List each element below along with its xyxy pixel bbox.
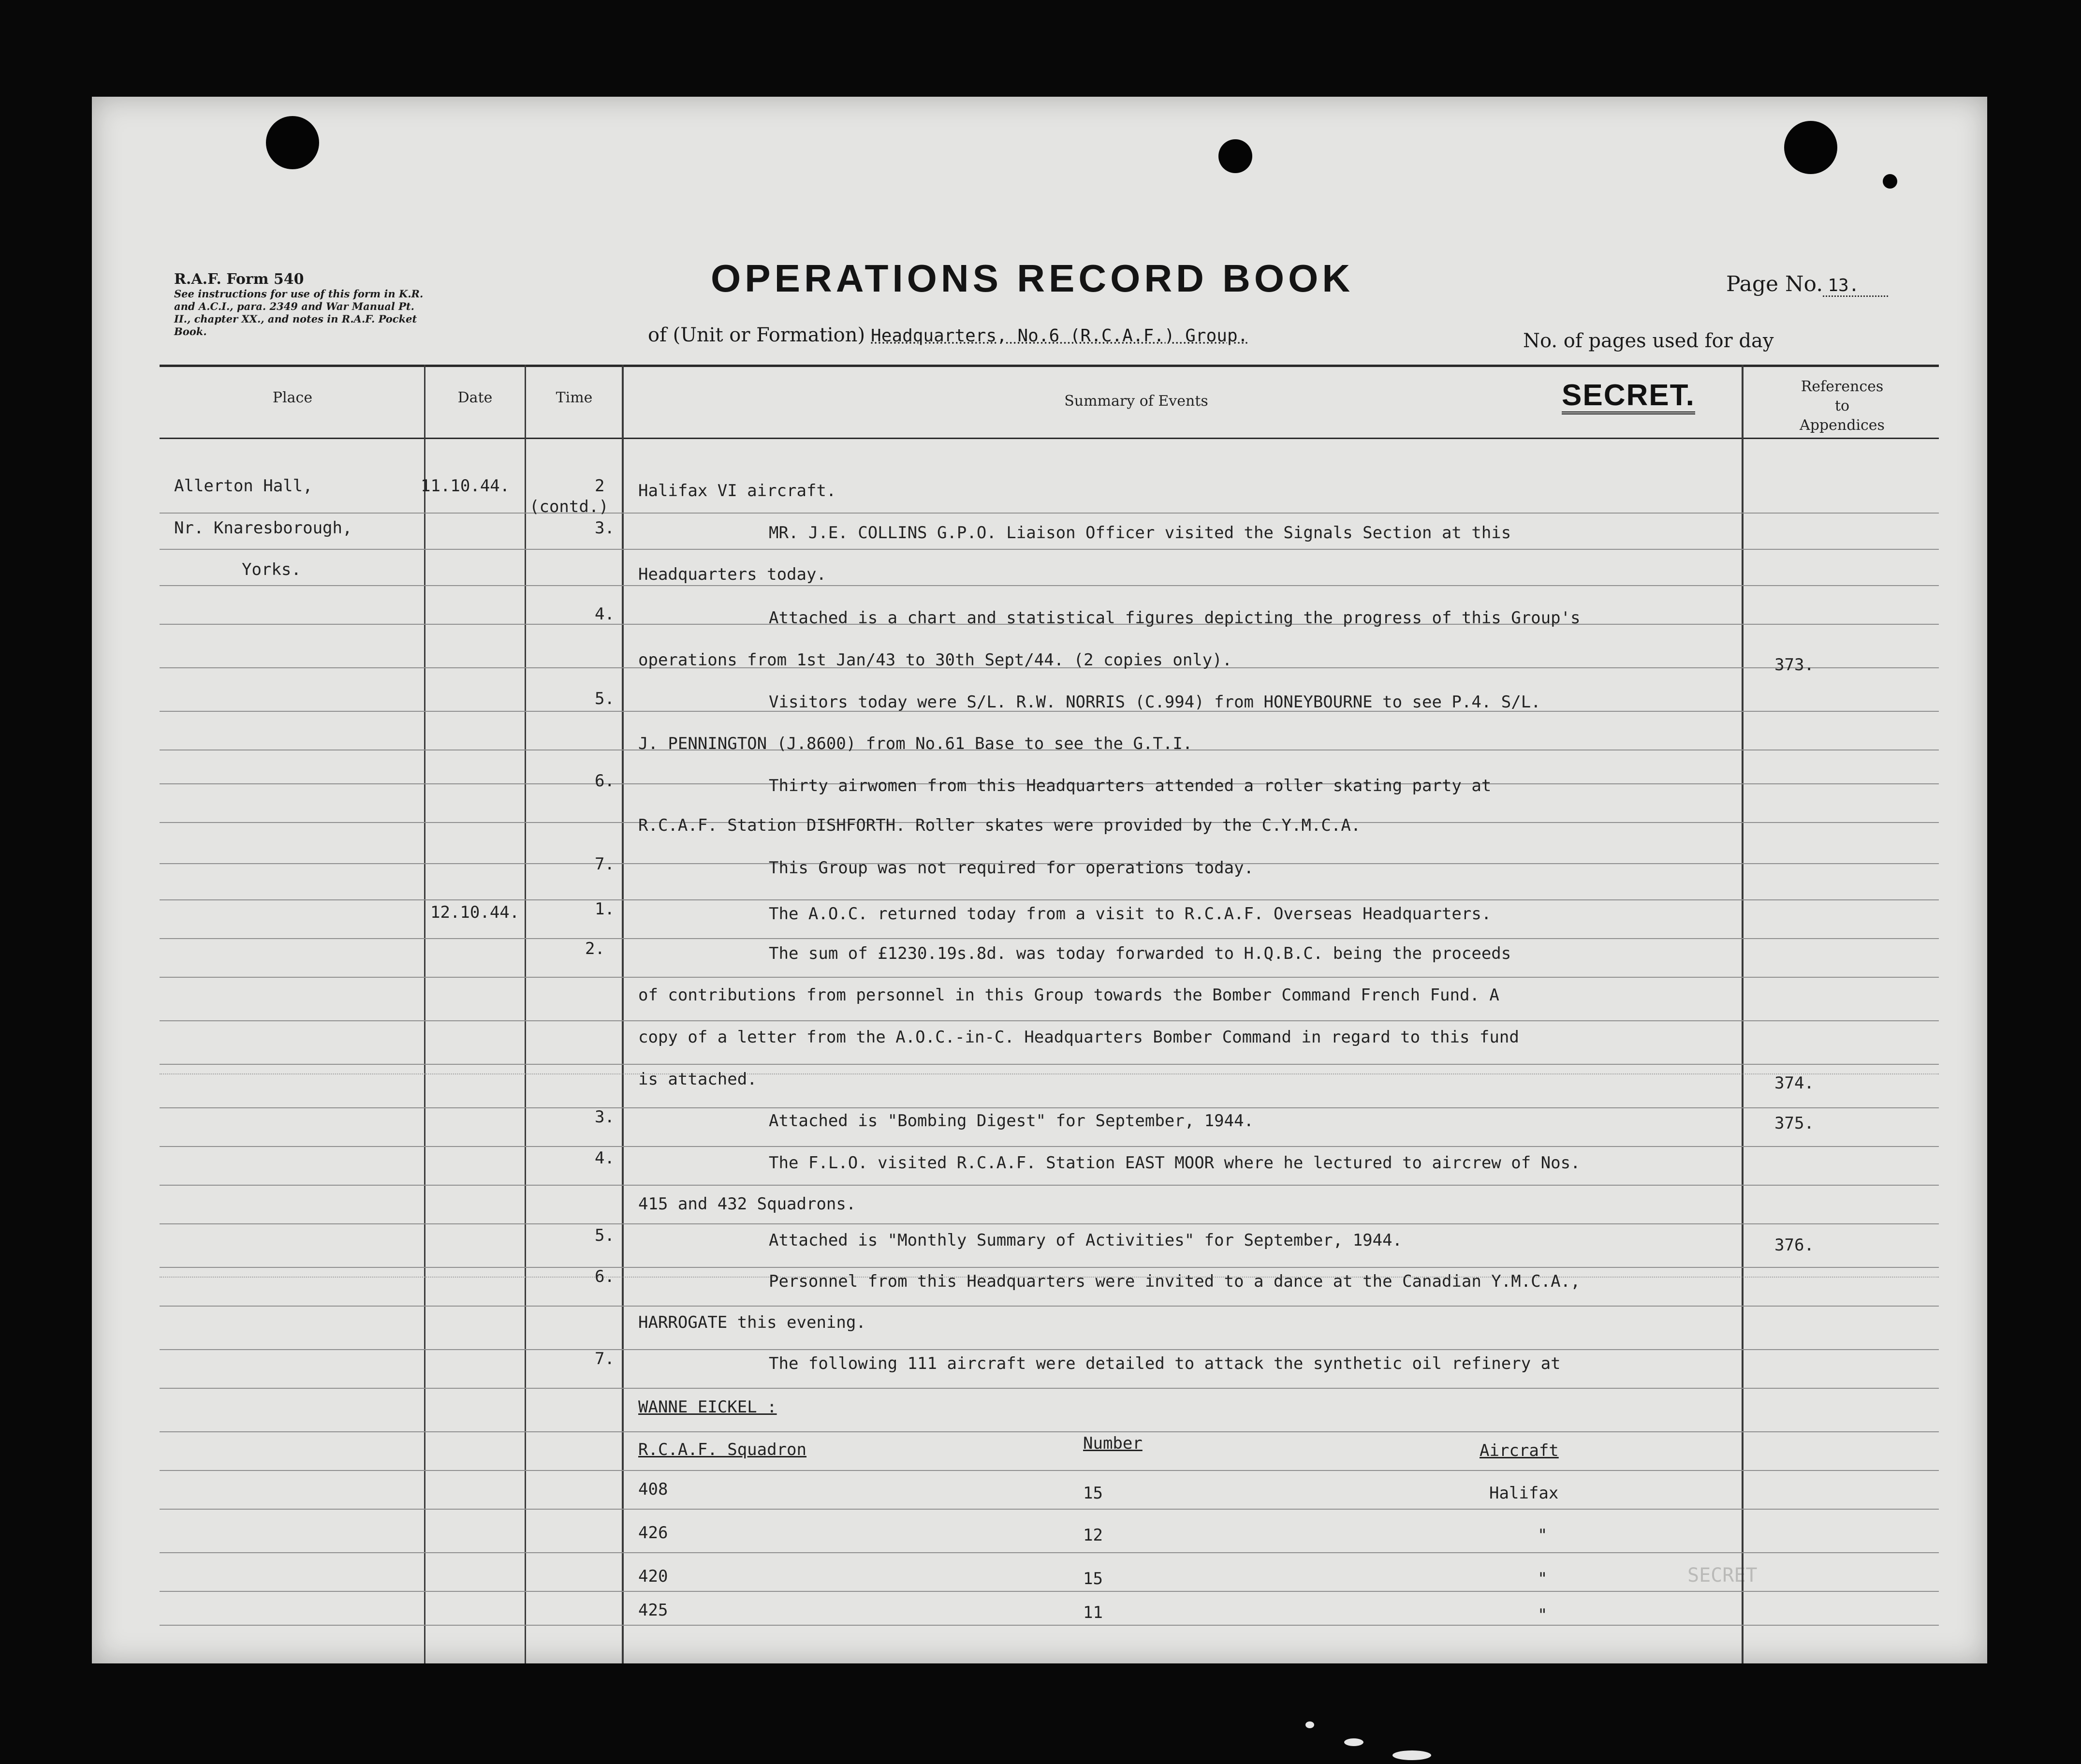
ruled-line [160, 1223, 1939, 1224]
number-cell: 15 [1083, 1569, 1103, 1588]
ruled-line [160, 1020, 1939, 1021]
number-cell: 12 [1083, 1526, 1103, 1545]
time-mark: 6. [595, 771, 615, 791]
ruled-line [160, 549, 1939, 550]
summary-line: operations from 1st Jan/43 to 30th Sept/44. (2 copies only). [638, 650, 1232, 670]
unit-label: of (Unit or Formation) [648, 324, 865, 346]
pages-used-label: No. of pages used for day [1523, 330, 1774, 352]
summary-line: Headquarters today. [638, 565, 826, 584]
number-cell: 15 [1083, 1484, 1103, 1503]
summary-line: J. PENNINGTON (J.8600) from No.61 Base to see the G.T.I. [638, 734, 1193, 753]
ruled-line [160, 938, 1939, 939]
place-line: Yorks. [242, 560, 301, 579]
time-mark: 7. [595, 854, 615, 874]
film-speck [1344, 1738, 1363, 1746]
ruled-line [160, 1625, 1939, 1626]
aircraft-cell: Halifax [1489, 1484, 1559, 1503]
ruled-line [160, 1509, 1939, 1510]
time-mark: 4. [595, 1148, 615, 1168]
page-number-label: Page No. [1726, 272, 1823, 296]
time-mark: 7. [595, 1349, 615, 1368]
squadron-cell: 408 [638, 1480, 668, 1499]
ruled-line [160, 1552, 1939, 1553]
column-divider-summary [1742, 365, 1744, 1663]
aircraft-column-header: Aircraft [1480, 1441, 1559, 1460]
time-mark: 1. [595, 899, 615, 919]
time-mark: 4. [595, 604, 615, 624]
summary-line: copy of a letter from the A.O.C.-in-C. Headquarters Bomber Command in regard to this fund [638, 1028, 1519, 1047]
date-entry: 12.10.44. [430, 903, 520, 922]
document-page [92, 97, 1987, 1663]
column-header-time: Time [556, 389, 593, 406]
time-mark: 5. [595, 689, 615, 708]
form-identifier [174, 271, 425, 338]
binder-hole-center [1218, 139, 1252, 173]
unit-value: Headquarters, No.6 (R.C.A.F.) Group. [871, 326, 1248, 346]
ruled-line [160, 1470, 1939, 1471]
ruled-line [160, 977, 1939, 978]
time-mark: (contd.) [529, 497, 609, 516]
summary-line: This Group was not required for operations today. [769, 858, 1254, 878]
form-number: R.A.F. Form 540 [174, 271, 304, 288]
page-number-value: 13. [1823, 276, 1888, 297]
header-bottom-rule [160, 438, 1939, 439]
summary-line: The sum of £1230.19s.8d. was today forwarded to H.Q.B.C. being the proceeds [769, 944, 1511, 963]
ruled-line [160, 1064, 1939, 1065]
place-line: Allerton Hall, [174, 476, 313, 496]
summary-line: The A.O.C. returned today from a visit to R.C.A.F. Overseas Headquarters. [769, 904, 1492, 924]
page-title: OPERATIONS RECORD BOOK [711, 257, 1354, 300]
place-line: Nr. Knaresborough, [174, 518, 352, 538]
ruled-line [160, 1185, 1939, 1186]
summary-line: 415 and 432 Squadrons. [638, 1194, 856, 1214]
dotted-line [160, 1073, 1939, 1074]
column-header-place: Place [272, 389, 313, 406]
ruled-line [160, 899, 1939, 900]
ruled-line [160, 1591, 1939, 1592]
ruled-line [160, 513, 1939, 514]
summary-line: Halifax VI aircraft. [638, 481, 836, 500]
binder-hole-right [1784, 121, 1837, 174]
time-mark: 5. [595, 1226, 615, 1245]
appendix-reference: 374. [1774, 1073, 1814, 1093]
summary-line: Attached is "Monthly Summary of Activities" for September, 1944. [769, 1231, 1403, 1250]
number-cell: 11 [1083, 1603, 1103, 1622]
aircraft-cell: " [1538, 1526, 1548, 1545]
summary-line: Visitors today were S/L. R.W. NORRIS (C.994) from HONEYBOURNE to see P.4. S/L. [769, 692, 1541, 712]
column-header-references [1748, 377, 1936, 435]
summary-line: Attached is a chart and statistical figures depicting the progress of this Group's [769, 608, 1581, 628]
binder-hole-small [1883, 174, 1897, 189]
unit-formation [648, 324, 1248, 346]
squadron-cell: 420 [638, 1567, 668, 1586]
column-divider-place [424, 365, 425, 1663]
time-mark: 2 [595, 476, 605, 496]
classification-stamp: SECRET. [1562, 380, 1695, 414]
summary-line: HARROGATE this evening. [638, 1313, 866, 1332]
ruled-line [160, 1107, 1939, 1108]
summary-line: Thirty airwomen from this Headquarters attended a roller skating party at [769, 776, 1492, 795]
references-line-3: Appendices [1800, 417, 1885, 434]
aircraft-cell: " [1538, 1569, 1548, 1588]
squadron-cell: 425 [638, 1601, 668, 1620]
ruled-line [160, 585, 1939, 586]
ruled-line [160, 1431, 1939, 1432]
column-header-date: Date [457, 389, 493, 406]
appendix-reference: 376. [1774, 1235, 1814, 1255]
summary-line: The following 111 aircraft were detailed to attack the synthetic oil refinery at [769, 1354, 1561, 1373]
summary-line: of contributions from personnel in this Group towards the Bomber Command French Fund. A [638, 985, 1499, 1005]
summary-line: MR. J.E. COLLINS G.P.O. Liaison Officer visited the Signals Section at this [769, 523, 1511, 543]
column-header-summary: Summary of Events [1064, 393, 1208, 410]
references-line-1: References [1801, 378, 1884, 395]
page-number [1726, 272, 1888, 296]
time-mark: 6. [595, 1267, 615, 1286]
appendix-reference: 373. [1774, 655, 1814, 675]
summary-line: The F.L.O. visited R.C.A.F. Station EAST MOOR where he lectured to aircrew of Nos. [769, 1153, 1581, 1173]
form-instructions: See instructions for use of this form in K.R. and A.C.I., para. 2349 and War Manual Pt. II., chapter XX., and notes in R.A.F. Pocket Book. [174, 288, 424, 338]
number-column-header: Number [1083, 1434, 1143, 1453]
ruled-line [160, 1306, 1939, 1307]
film-speck [1392, 1750, 1431, 1760]
date-entry: 11.10.44. [421, 476, 510, 496]
target-name: WANNE EICKEL : [638, 1397, 777, 1417]
column-divider-time [622, 365, 624, 1663]
time-mark: 3. [595, 1107, 615, 1127]
ruled-line [160, 1349, 1939, 1350]
ruled-line [160, 1267, 1939, 1268]
header-top-rule [160, 365, 1939, 367]
aircraft-cell: " [1538, 1605, 1548, 1625]
summary-line: Attached is "Bombing Digest" for September, 1944. [769, 1111, 1254, 1131]
summary-line: Personnel from this Headquarters were invited to a dance at the Canadian Y.M.C.A., [769, 1272, 1581, 1291]
ruled-line [160, 1388, 1939, 1389]
film-speck [1305, 1721, 1314, 1728]
time-mark: 3. [595, 518, 615, 538]
squadron-cell: 426 [638, 1523, 668, 1543]
ruled-line [160, 1146, 1939, 1147]
time-mark: 2. [585, 939, 605, 958]
references-line-2: to [1834, 397, 1850, 414]
summary-line: R.C.A.F. Station DISHFORTH. Roller skates were provided by the C.Y.M.C.A. [638, 816, 1361, 835]
appendix-reference: 375. [1774, 1114, 1814, 1133]
summary-line: is attached. [638, 1070, 757, 1089]
binder-hole-left [266, 116, 319, 169]
bleed-through-text: SECRET [1687, 1564, 1758, 1587]
column-divider-date [525, 365, 526, 1663]
squadron-column-header: R.C.A.F. Squadron [638, 1440, 806, 1459]
